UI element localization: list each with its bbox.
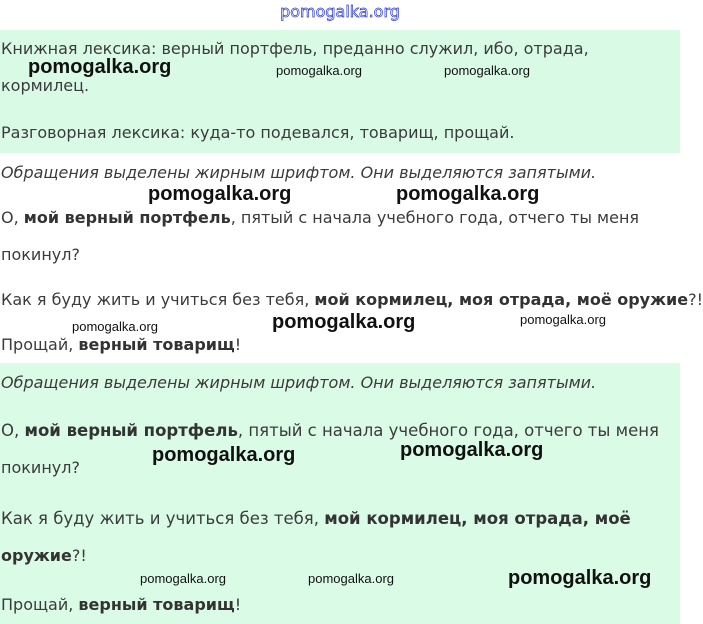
address-bold: мой кормилец, моя отрада, моё xyxy=(324,509,631,528)
paragraph-2: Как я буду жить и учиться без тебя, мой кормилец, моя отрада, моё оружие?! xyxy=(1,290,703,309)
watermark: pomogalka.org xyxy=(396,183,540,205)
watermark: pomogalka.org xyxy=(28,56,172,78)
top-watermark: pomogalka.org xyxy=(280,2,400,21)
address-bold: верный товарищ xyxy=(78,595,235,614)
paragraph-3: Прощай, верный товарищ! xyxy=(1,335,242,354)
address-bold: оружие xyxy=(1,546,72,565)
addresses-heading: Обращения выделены жирным шрифтом. Они выделяются запятыми. xyxy=(1,373,597,392)
lexicon-block xyxy=(0,30,680,153)
watermark: pomogalka.org xyxy=(152,444,296,466)
watermark: pomogalka.org xyxy=(400,439,544,461)
paragraph-2: Как я буду жить и учиться без тебя, мой кормилец, моя отрада, моё xyxy=(1,509,631,528)
paragraph-1: О, мой верный портфель, пятый с начала учебного года, отчего ты меня xyxy=(1,208,640,227)
watermark: pomogalka.org xyxy=(148,183,292,205)
watermark: pomogalka.org xyxy=(308,571,394,586)
paragraph-1-continuation: покинул? xyxy=(1,245,80,264)
colloquial-lexicon-line: Разговорная лексика: куда-то подевался, товарищ, прощай. xyxy=(1,123,515,142)
paragraph-3: Прощай, верный товарищ! xyxy=(1,595,242,614)
address-bold: мой верный портфель xyxy=(23,208,231,227)
watermark: pomogalka.org xyxy=(140,571,226,586)
watermark: pomogalka.org xyxy=(276,63,362,78)
address-bold: мой верный портфель xyxy=(24,421,238,440)
watermark: pomogalka.org xyxy=(520,312,606,327)
watermark: pomogalka.org xyxy=(72,319,158,334)
watermark: pomogalka.org xyxy=(272,311,416,333)
addresses-heading: Обращения выделены жирным шрифтом. Они выделяются запятыми. xyxy=(1,163,597,182)
bookish-lexicon-continuation: кормилец. xyxy=(1,76,90,95)
bookish-lexicon-line: Книжная лексика: верный портфель, преданно служил, ибо, отрада, xyxy=(1,39,589,58)
address-bold: мой кормилец, моя отрада, моё оружие xyxy=(314,290,689,309)
address-bold: верный товарищ xyxy=(78,335,235,354)
watermark: pomogalka.org xyxy=(444,63,530,78)
watermark: pomogalka.org xyxy=(508,567,652,589)
paragraph-1: О, мой верный портфель, пятый с начала учебного года, отчего ты меня xyxy=(1,421,659,440)
paragraph-2-continuation: оружие?! xyxy=(1,546,87,565)
paragraph-1-continuation: покинул? xyxy=(1,458,80,477)
